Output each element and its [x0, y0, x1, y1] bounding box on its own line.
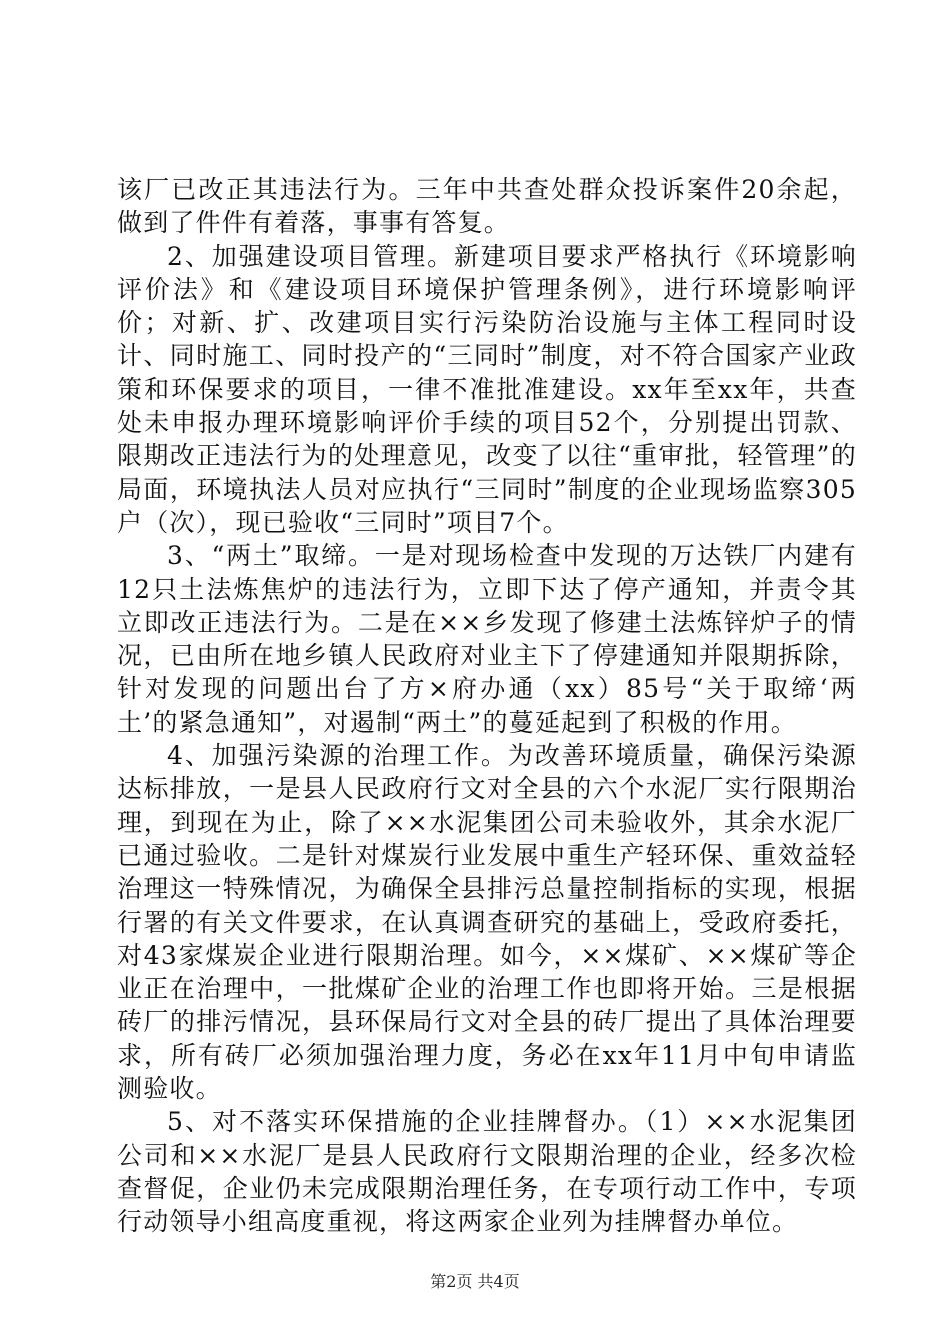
document-body [117, 173, 857, 1239]
paragraph-supervision-listing: 5、对不落实环保措施的企业挂牌督办。（1）××水泥集团公司和××水泥厂是县人民政府行文限期治理的企业，经多次检查督促，企业仍未完成限期治理任务，在专项行动工作中，专项行动领导小组高度重视，将这两家企业列为挂牌督办单位。 [117, 1107, 857, 1237]
paragraph-continuation: 该厂已改正其违法行为。三年中共查处群众投诉案件20余起，做到了件件有着落，事事有答复。 [117, 175, 857, 238]
paragraph-two-earth-ban: 3、“两土”取缔。一是对现场检查中发现的万达铁厂内建有12只土法炼焦炉的违法行为，立即下达了停产通知，并责令其立即改正违法行为。二是在××乡发现了修建土法炼锌炉子的情况，已由所在地乡镇人民政府对业主下了停建通知并限期拆除，针对发现的问题出台了方×府办通（xx）85号“关于取缔‘两土’的紧急通知”，对遏制“两土”的蔓延起到了积极的作用。 [117, 541, 857, 737]
page-footer: 第2页 共4页 [430, 1272, 520, 1291]
paragraph-project-management: 2、加强建设项目管理。新建项目要求严格执行《环境影响评价法》和《建设项目环境保护管理条例》，进行环境影响评价；对新、扩、改建项目实行污染防治设施与主体工程同时设计、同时施工、同时投产的“三同时”制度，对不符合国家产业政策和环保要求的项目，一律不准批准建设。xx年至xx年，共查处未申报办理环境影响评价手续的项目52个，分别提出罚款、限期改正违法行为的处理意见，改变了以往“重审批，轻管理”的局面，环境执法人员对应执行“三同时”制度的企业现场监察305户（次），现已验收“三同时”项目7个。 [117, 241, 857, 537]
paragraph-pollution-governance: 4、加强污染源的治理工作。为改善环境质量，确保污染源达标排放，一是县人民政府行文对全县的六个水泥厂实行限期治理，到现在为止，除了××水泥集团公司未验收外，其余水泥厂已通过验收。二是针对煤炭行业发展中重生产轻环保、重效益轻治理这一特殊情况，为确保全县排污总量控制指标的实现，根据行署的有关文件要求，在认真调查研究的基础上，受政府委托，对43家煤炭企业进行限期治理。如今，××煤矿、××煤矿等企业正在治理中，一批煤矿企业的治理工作也即将开始。三是根据砖厂的排污情况，县环保局行文对全县的砖厂提出了具体治理要求，所有砖厂必须加强治理力度，务必在xx年11月中旬申请监测验收。 [117, 741, 857, 1104]
